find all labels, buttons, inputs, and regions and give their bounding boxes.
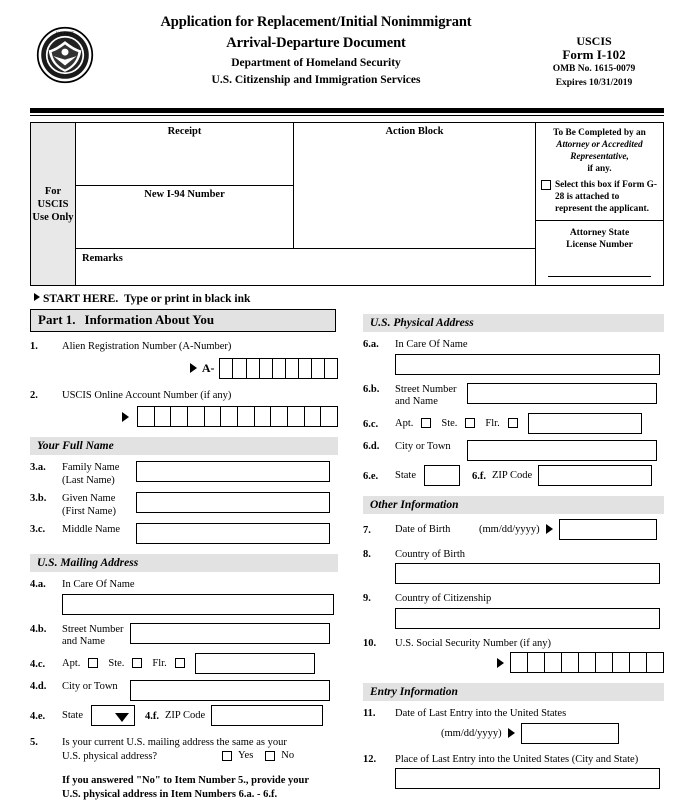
item-11-format: (mm/dd/yyyy) [441,727,502,739]
item-6b-number: 6.b. [363,383,380,395]
physical-zip-input[interactable] [538,465,652,486]
item-6d-label: City or Town [395,440,451,452]
item-6b-label: Street Number and Name [395,383,457,407]
physical-apt-checkbox[interactable] [421,418,431,428]
attorney-line1: To Be Completed by an [553,128,646,138]
dhs-seal-icon [36,26,94,84]
left-column [30,339,338,802]
mailing-street-input[interactable] [130,623,330,644]
form-header [30,0,664,104]
mailing-in-care-of-input[interactable] [62,594,334,615]
for-uscis-use-only-label: For USCIS Use Only [31,123,76,285]
item-4b-row [30,622,338,649]
g28-checkbox-row[interactable] [541,179,658,215]
item-12-row [363,752,664,767]
middle-name-input[interactable] [136,523,330,544]
uscis-use-top-row [76,123,535,249]
attorney-license-line1: Attorney State [569,228,630,238]
item-5-note-line1: If you answered "No" to Item Number 5., provide your [62,774,310,786]
agency-department: Department of Homeland Security [231,57,401,69]
form-title-line1: Application for Replacement/Initial Nonimmigrant [160,14,472,30]
attorney-license-input-line[interactable] [548,276,651,277]
agency-service: U.S. Citizenship and Immigration Services [211,74,421,86]
item-5-no-checkbox[interactable] [265,751,275,761]
attorney-license-line2: License Number [566,240,633,250]
item-7-row [363,519,664,540]
item-3b-label: Given Name (First Name) [62,493,116,517]
part-1-title: Information About You [84,312,215,327]
item-5-number: 5. [30,736,38,748]
item-6e-row [363,465,664,486]
date-of-last-entry-input[interactable] [521,723,619,744]
mailing-apt-checkbox[interactable] [88,658,98,668]
item-3b-row [30,491,338,518]
given-name-input[interactable] [136,492,330,513]
uscis-use-main [76,123,535,285]
item-2-input-row [122,406,338,427]
item-11-row [363,706,664,721]
item-3b-number: 3.b. [30,493,47,504]
country-of-citizenship-input[interactable] [395,608,660,629]
header-rule-thin [30,115,664,116]
section-entry-information: Entry Information [363,683,664,701]
item-7-arrow-icon [546,524,553,534]
item-10-arrow-icon [497,658,504,668]
form-number: Form I-102 [562,47,626,62]
item-6f-number: 6.f. [472,470,486,482]
item-5-no-label: No [281,750,295,761]
action-block-cell: Action Block [385,126,444,137]
section-your-full-name: Your Full Name [30,437,338,455]
physical-flr-checkbox[interactable] [508,418,518,428]
item-9-row [363,591,664,606]
physical-apt-number-input[interactable] [528,413,642,434]
item-6d-number: 6.d. [363,440,380,452]
item-1-label: Alien Registration Number (A-Number) [62,341,232,352]
item-6f-label: ZIP Code [492,469,533,481]
item-6e-label: State [395,469,416,481]
item-5-note [62,774,338,802]
mailing-state-select[interactable] [91,705,135,726]
country-of-birth-input[interactable] [395,563,660,584]
item-11-input-row [441,723,664,744]
svg-text:U.S. DEPT: U.S. DEPT [55,30,75,36]
item-10-label: U.S. Social Security Number (if any) [395,637,552,649]
item-4c-apt-label: Apt. [62,657,81,669]
item-7-format: (mm/dd/yyyy) [479,523,540,535]
item-4f-number: 4.f. [145,710,159,722]
item-1-number: 1. [30,341,38,352]
item-3a-row [30,460,338,487]
receipt-cell: Receipt [76,123,293,186]
form-meta-block [528,34,660,90]
item-4c-row [30,653,338,674]
item-8-number: 8. [363,548,371,560]
item-5-answer-row [62,749,338,764]
item-7-label: Date of Birth [395,523,451,535]
item-4d-label: City or Town [62,680,118,692]
item-2-row [30,388,338,403]
item-6d-row [363,439,664,461]
form-title-line2: Arrival-Departure Document [226,35,406,51]
start-here-banner [34,293,664,305]
physical-ste-checkbox[interactable] [465,418,475,428]
a-number-prefix: A- [201,360,215,375]
item-4a-number: 4.a. [30,579,46,590]
g28-checkbox-label: Select this box if Form G-28 is attached to represent the applicant. [555,180,657,214]
item-6c-number: 6.c. [363,418,379,430]
right-column [363,314,664,789]
item-6e-number: 6.e. [363,470,379,482]
item-12-number: 12. [363,753,377,765]
item-3a-number: 3.a. [30,462,46,473]
item-11-number: 11. [363,708,376,719]
section-us-mailing-address: U.S. Mailing Address [30,554,338,572]
item-8-row [363,547,664,562]
part-1-number: Part 1. [38,312,76,327]
item-6c-flr-label: Flr. [485,417,500,429]
attorney-header [536,123,663,221]
item-5-question: Is your current U.S. mailing address the same as your [62,736,287,748]
item-4b-label: Street Number and Name [62,623,124,647]
mailing-city-input[interactable] [130,680,330,701]
item-6a-row [363,337,664,352]
attorney-block [535,123,663,285]
family-name-input[interactable] [136,461,330,482]
item-4a-row [30,577,338,592]
section-other-information: Other Information [363,496,664,514]
item-4c-number: 4.c. [30,658,46,670]
item-4e-row [30,705,338,726]
g28-checkbox[interactable] [541,180,551,190]
item-12-label: Place of Last Entry into the United States (City and State) [395,753,639,765]
item-1-arrow-icon [190,363,197,373]
item-9-label: Country of Citizenship [395,593,492,604]
attorney-license-block [536,221,663,285]
receipt-column [76,123,294,248]
item-4f-label: ZIP Code [165,709,206,721]
item-6c-ste-label: Ste. [441,417,458,429]
item-6b-row [363,382,664,409]
item-10-input-row [497,652,664,673]
item-4e-label: State [62,709,83,721]
chevron-down-icon [115,713,129,722]
mailing-flr-checkbox[interactable] [175,658,185,668]
item-3c-label: Middle Name [62,524,121,535]
item-6a-number: 6.a. [363,339,379,350]
attorney-line4: if any. [587,164,612,174]
header-rule-thick [30,108,664,113]
item-2-label: USCIS Online Account Number (if any) [62,389,232,401]
item-11-arrow-icon [508,728,515,738]
part-1-header-bar [30,309,336,332]
item-4d-number: 4.d. [30,680,47,692]
item-5-question-line2: U.S. physical address? [62,751,158,762]
uscis-use-only-table [30,122,664,286]
item-1-input-row [190,358,338,379]
item-9-number: 9. [363,593,371,604]
mailing-zip-input[interactable] [211,705,323,726]
place-of-last-entry-input[interactable] [395,768,660,789]
item-4c-ste-label: Ste. [108,657,125,669]
omb-number: OMB No. 1615-0079 [552,64,636,74]
section-us-physical-address: U.S. Physical Address [363,314,664,332]
ssn-input[interactable] [510,652,664,673]
item-6c-row [363,413,664,434]
start-here-arrow-icon [34,293,40,301]
uscis-online-account-input[interactable] [137,406,338,427]
item-11-label: Date of Last Entry into the United States [395,708,567,719]
remarks-cell: Remarks [82,253,123,264]
item-6c-apt-label: Apt. [395,417,414,429]
item-4b-number: 4.b. [30,623,47,635]
item-5-row [30,735,338,750]
item-1-row [30,339,338,354]
agency-abbrev: USCIS [576,34,612,48]
item-2-number: 2. [30,389,38,401]
item-3c-number: 3.c. [30,524,46,535]
item-3c-row [30,522,338,544]
item-10-number: 10. [363,637,377,649]
item-7-number: 7. [363,524,371,536]
item-8-label: Country of Birth [395,548,465,560]
new-i94-number-cell: New I-94 Number [144,189,225,200]
a-number-input[interactable] [219,358,338,379]
item-5-note-line2: U.S. physical address in Item Numbers 6.a. - 6.f. [62,788,278,800]
physical-city-input[interactable] [467,440,657,461]
physical-street-input[interactable] [467,383,657,404]
attorney-line2: Attorney or Accredited [556,140,643,150]
item-10-row [363,636,664,651]
item-5-yes-checkbox[interactable] [222,751,232,761]
item-4e-number: 4.e. [30,710,46,722]
item-3a-label: Family Name (Last Name) [62,462,120,486]
attorney-line3: Representative, [570,152,629,162]
mailing-apt-number-input[interactable] [195,653,315,674]
start-here-text: Type or print in black ink [123,293,251,305]
physical-state-input[interactable] [424,465,460,486]
start-here-bold: START HERE. [43,293,119,305]
mailing-ste-checkbox[interactable] [132,658,142,668]
expiration-date: Expires 10/31/2019 [555,78,633,88]
physical-in-care-of-input[interactable] [395,354,660,375]
item-4d-row [30,679,338,701]
date-of-birth-input[interactable] [559,519,657,540]
item-6a-label: In Care Of Name [395,339,468,350]
item-4a-label: In Care Of Name [62,579,135,590]
item-2-arrow-icon [122,412,129,422]
item-5-yes-label: Yes [238,750,254,761]
item-4c-flr-label: Flr. [152,657,167,669]
